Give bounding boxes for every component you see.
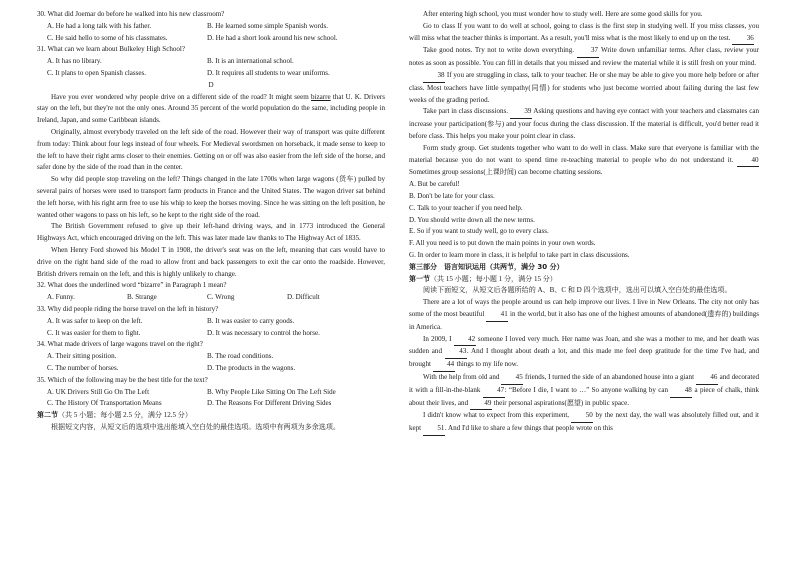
blank-41: 41 — [486, 309, 508, 322]
blank-48: 48 — [670, 385, 692, 398]
part3-title: 第三部分 语言知识运用（共两节，满分 30 分） — [409, 262, 564, 271]
cloze-p3-f: their personal aspirations(愿望) in public space. — [493, 398, 630, 407]
q30-stem: 30. What did Joemar do before he walked into his new classroom? — [37, 10, 225, 18]
blank-51: 51 — [423, 423, 445, 436]
cloze-p2-d: things to my life now. — [456, 360, 519, 369]
q30-option-d: D. He had a short look around his new school. — [207, 33, 338, 42]
q34-option-c: C. The number of horses. — [47, 363, 119, 372]
q35-option-d: D. The Reasons For Different Driving Sides — [207, 399, 332, 408]
passage-d-para2: Originally, almost everybody traveled on the left side of the road. However their way of transport was quite different from today: Think about four legs instead of four wheels. For Medieval swordsmen on horseback, it made sense to keep to the left to have their right arms closer to their enemies. Getting on or off was also easier from the left side of the horse, and safer done by the side of the road than in the center. — [37, 127, 385, 172]
para1-text-b: that U. K. Drivers stay on the left, but they're not the only ones. Around 35 percent of the world population do the same, including people in Ireland, Japan, and some Caribbean islands. — [37, 92, 385, 125]
q33-option-a: A. It was safer to keep on the left. — [47, 316, 143, 325]
section1-heading: 第一节 — [409, 274, 430, 283]
q35-options-row1 — [37, 387, 385, 399]
option-b: B. Don't be late for your class. — [409, 191, 495, 200]
passage-d-para1 — [37, 92, 385, 127]
p4-text: If you are struggling in class, talk to your teacher. He or she may be able to give you more help before or after class. Most teachers have little sympathy(同情) for students who just become worried about failing during the last few weeks of the grading period. — [409, 70, 760, 104]
section2-instructions: 根据短文内容，从短文后的选项中选出能填入空白处的最佳选项。选项中有两项为多余选项。 — [51, 422, 340, 431]
option-c: C. Talk to your teacher if you need help. — [409, 203, 523, 212]
q33-option-d: D. It was necessary to control the horse. — [207, 328, 320, 337]
cloze-p2-c: . And I thought about death a lot, and this made me feel deep gratitude for the time I've had, and brought — [409, 347, 760, 369]
q32-option-a: A. Funny. — [47, 293, 75, 302]
q31-options-row1 — [37, 56, 385, 68]
cloze-p3-d: : “Before I die, I want to …” So anyone walking by can — [504, 385, 668, 394]
right-column — [409, 9, 759, 436]
q33-option-c: C. It was easier for them to fight. — [47, 328, 141, 337]
q34-option-d: D. The products in the wagons. — [207, 363, 296, 372]
section2-header — [37, 410, 385, 422]
q34-options-row1 — [37, 351, 385, 363]
q32-option-b: B. Strange — [127, 293, 157, 302]
cloze-p3-c: and decorated it with a fill-in-the-blank — [409, 372, 759, 394]
option-e: E. So if you want to study well, go to every class. — [409, 227, 549, 236]
blank-42: 42 — [454, 334, 476, 347]
passage-p6 — [409, 143, 759, 179]
cloze-p3-e: a piece of chalk, think about their lives, and — [409, 385, 760, 407]
blank-45: 45 — [501, 372, 523, 385]
p6-text-a: Form study group. Get students together who want to do well in class. Make sure that everyone is familiar with the material because you do not want to spend time re-teaching material to people who do not understand it. — [409, 143, 759, 164]
passage-letter: D — [208, 80, 214, 89]
q31-option-b: B. It is an international school. — [207, 57, 294, 66]
q33-options-row2 — [37, 328, 385, 340]
blank-38: 38 — [423, 70, 445, 83]
blank-40: 40 — [737, 155, 759, 168]
option-a: A. But be careful! — [409, 180, 460, 189]
q31-option-d: D. It requires all students to wear uniforms. — [207, 68, 330, 77]
cloze-p1 — [409, 297, 759, 333]
q31-stem: 31. What can we learn about Bulkeley High School? — [37, 45, 186, 54]
q35-stem: 35. Which of the following may be the best title for the text? — [37, 375, 208, 384]
p5-text-a: Take part in class discussions. — [423, 107, 509, 116]
p3-text-a: Take good notes. Try not to write down everything. — [423, 46, 574, 55]
q30-options-row2 — [37, 33, 385, 45]
q34-options-row2 — [37, 363, 385, 375]
passage-p3 — [409, 45, 759, 70]
cloze-p4-b: by the next day, the wall was absolutely filled out, and it kept — [409, 411, 760, 433]
section2-info: （共 5 小题；每小题 2.5 分，满分 12.5 分） — [58, 411, 192, 420]
cloze-p4-c: . And I'd like to share a few things that people wrote on this — [444, 424, 613, 433]
cloze-p2 — [409, 334, 759, 372]
cloze-p1-b: in the world, but it also has one of the highest amounts of abandoned(遗弃的) buildings in America. — [409, 309, 760, 331]
passage-d-para3: So why did people stop traveling on the left? Things changed in the late 1700s when large wagons (货车) pulled by several pairs of horses were used to transport farm products in France and the United States. The wagon driver sat behind the left horse, with his right arm free to use his whip to keep the horses moving. Since he was sitting on the left position, he wanted other wagons to pass on his left, so he kept to the right side of the road. — [37, 175, 385, 219]
q33-stem: 33. Why did people riding the horse travel on the left in history? — [37, 304, 219, 313]
q32-options — [37, 292, 385, 304]
section2-heading: 第二节 — [37, 411, 58, 420]
section1-header — [409, 274, 759, 286]
option-g: G. In order to learn more in class, it is helpful to take part in class discussions. — [409, 250, 630, 259]
blank-37: 37 — [577, 45, 599, 58]
q31-options-row2 — [37, 68, 385, 80]
q34-option-b: B. The road conditions. — [207, 352, 274, 361]
q32-option-c: C. Wrong — [207, 293, 235, 302]
q35-option-a: A. UK Drivers Still Go On The Left — [47, 387, 150, 396]
blank-46: 46 — [696, 372, 718, 385]
passage-d-para4: The British Government refused to give up their left-hand driving ways, and in 1773 introduced the General Highways Act, which encouraged driving on the left. This was later made law thanks to The Highway Act of 1835. — [37, 222, 385, 243]
passage-p4 — [409, 70, 759, 106]
blank-44: 44 — [433, 359, 455, 372]
q33-option-b: B. It was easier to carry goods. — [207, 316, 295, 325]
cloze-p3-b: friends, I turned the side of an abandoned house into a giant — [525, 372, 695, 381]
passage-p5 — [409, 106, 759, 142]
p6-text-b: Sometimes group sessions(上课时间) can become chatting sessions. — [409, 168, 603, 177]
blank-47: 47 — [483, 385, 505, 398]
q30-option-a: A. He had a long talk with his father. — [47, 21, 152, 30]
p5-text-b: Asking questions and having eye contact with your teachers and classmates can increase your participation(参与) and your focus during the class discussion. If the material is difficult, you'd better read it before class. This helps you make your point clear in class. — [409, 107, 759, 140]
q32-option-d: D. Difficult — [287, 293, 320, 302]
q35-option-b: B. Why People Like Sitting On The Left Side — [207, 387, 336, 396]
section1-instructions: 阅读下面短文，从短文后各题所给的 A、B、C 和 D 四个选项中，选出可以填入空白处的最佳选项。 — [423, 286, 732, 295]
blank-36: 36 — [732, 33, 754, 46]
blank-49: 49 — [470, 398, 492, 411]
left-column — [37, 9, 385, 434]
passage-p1: After entering high school, you must wonder how to study well. Here are some good skills for you. — [423, 10, 703, 18]
para1-text-a: Have you ever wondered why people drive on a different side of the road? It might seem — [51, 92, 312, 101]
cloze-p4-a: I didn't know what to expect from this experiment, — [423, 411, 570, 420]
q31-option-c: C. It plans to open Spanish classes. — [47, 68, 147, 77]
cloze-p3 — [409, 372, 759, 410]
q30-option-b: B. He learned some simple Spanish words. — [207, 21, 328, 30]
cloze-p1-a: There are a lot of ways the people around us can help improve our lives. I live in New Orleans. The city not only has some of the most beautiful — [409, 298, 759, 318]
q34-stem: 34. What made drivers of large wagons travel on the right? — [37, 340, 203, 349]
section1-info: （共 15 小题；每小题 1 分，满分 15 分） — [430, 274, 557, 283]
q32-stem: 32. What does the underlined word “bizarre” in Paragraph 1 mean? — [37, 281, 227, 290]
cloze-p2-a: In 2009, I — [423, 334, 452, 343]
option-f: F. All you need is to put down the main points in your own words. — [409, 239, 596, 248]
cloze-p4 — [409, 410, 759, 436]
passage-d-para5: When Henry Ford showed his Model T in 1908, the driver's seat was on the left, meaning that cars would have to drive on the right hand side of the road to allow front and back passengers to exit the car onto the roadside. However, British drivers remain on the left, and this is highly unlikely to change. — [37, 245, 385, 278]
q30-options-row1 — [37, 21, 385, 33]
q34-option-a: A. Their sitting position. — [47, 352, 117, 361]
blank-50: 50 — [571, 410, 593, 423]
q30-option-c: C. He said hello to some of his classmates. — [47, 33, 168, 42]
option-d: D. You should write down all the new terms. — [409, 215, 535, 224]
blank-39: 39 — [510, 106, 532, 119]
q33-options-row1 — [37, 316, 385, 328]
cloze-p2-b: someone I loved very much. Her name was Joan, and she was a mother to me, and her death was sudden and — [409, 334, 759, 356]
underlined-word-bizarre: bizarre — [311, 92, 331, 101]
q35-option-c: C. The History Of Transportation Means — [47, 399, 162, 408]
passage-p2 — [409, 21, 759, 46]
option-list — [409, 179, 759, 262]
p2-text: Go to class If you want to do well at school, going to class is the first step in studying well. If you miss classes, you will miss what the teacher thinks is important. As a result, you'll miss what is the most likely to end up on the test. — [409, 21, 759, 42]
part3-heading — [409, 262, 759, 274]
p3-text-b: Write down unfamiliar terms. After class, review your notes as soon as possible. You can fill in details that you missed and review the material while it is still fresh on your mind. — [409, 46, 759, 68]
q31-option-a: A. It has no library. — [47, 57, 102, 66]
q35-options-row2 — [37, 398, 385, 410]
cloze-p3-a: With the help from old and — [423, 372, 500, 381]
blank-43: 43 — [445, 346, 467, 359]
